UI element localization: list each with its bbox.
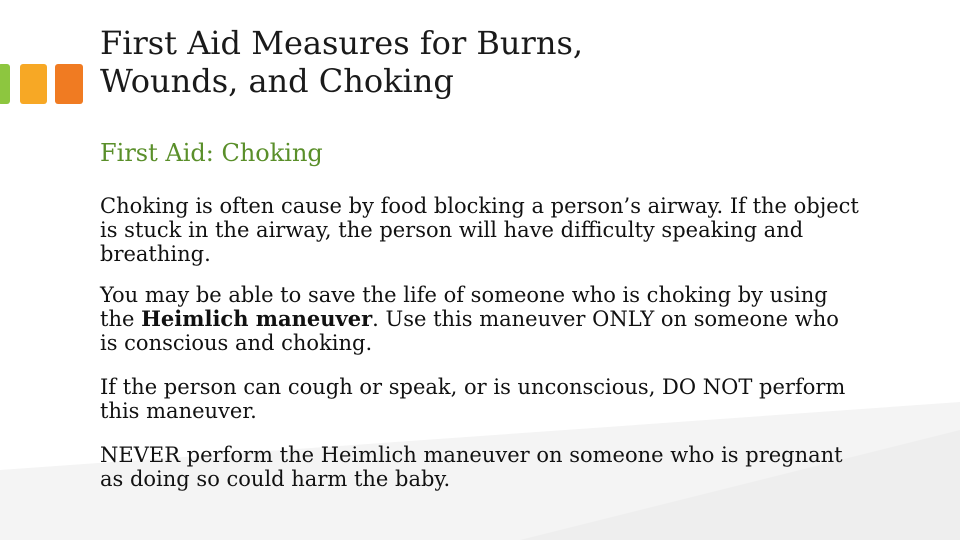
slide-subtitle: First Aid: Choking	[100, 139, 323, 167]
accent-bar-green	[0, 64, 10, 104]
title-line-2: Wounds, and Choking	[100, 62, 454, 100]
paragraph-2	[100, 283, 860, 355]
accent-bar-yellow	[20, 64, 47, 104]
accent-bar-orange	[55, 64, 83, 104]
heimlich-maneuver-term: Heimlich maneuver	[141, 306, 373, 331]
paragraph-3: If the person can cough or speak, or is unconscious, DO NOT perform this maneuver.	[100, 375, 846, 423]
paragraph-2-after: . Use this maneuver ONLY on someone who is conscious and choking.	[100, 307, 839, 355]
title-line-1: First Aid Measures for Burns,	[100, 24, 584, 62]
paragraph-2-before: You may be able to save the life of someone who is choking by using the	[100, 283, 828, 331]
paragraph-1: Choking is often cause by food blocking a person’s airway. If the object is stuck in the airway, the person will have difficulty speaking and breathing.	[100, 194, 859, 266]
slide-body	[100, 194, 860, 508]
paragraph-4: NEVER perform the Heimlich maneuver on someone who is pregnant as doing so could harm the baby.	[100, 443, 843, 491]
slide-title	[100, 24, 880, 100]
